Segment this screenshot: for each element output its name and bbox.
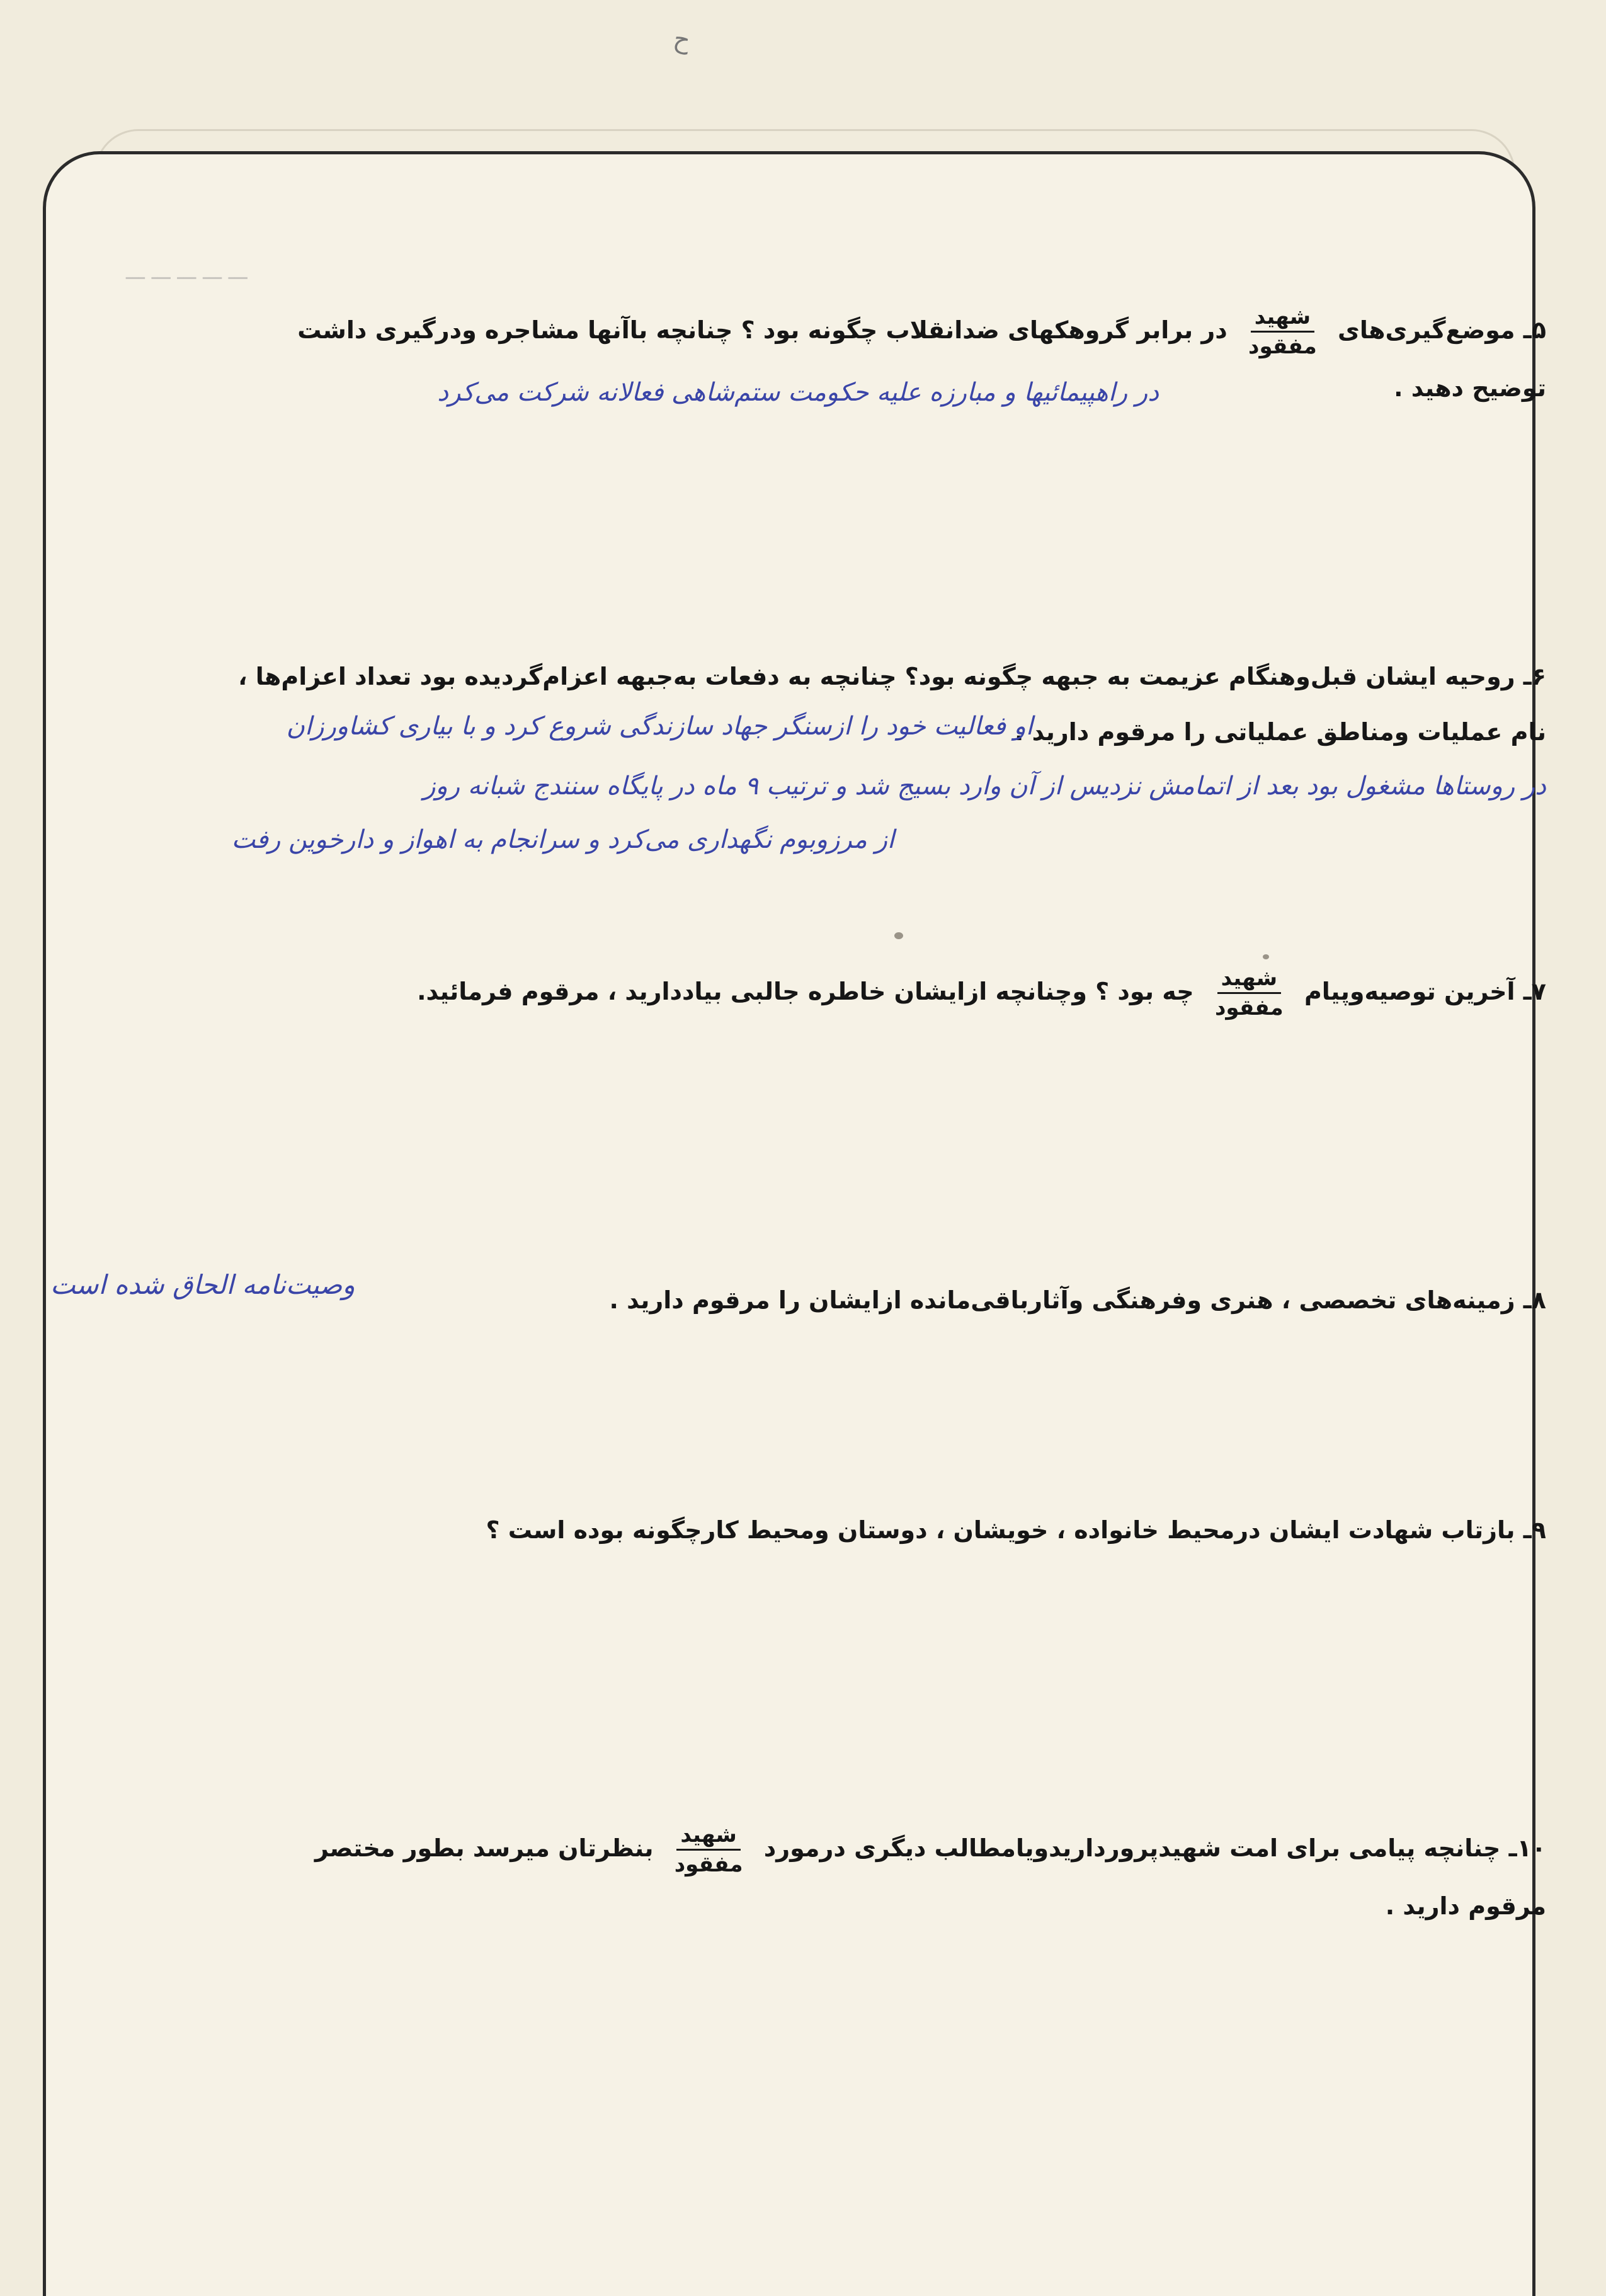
question-8-text: ۸ـ زمینه‌های تخصصی ، هنری وفرهنگی وآثارباقی‌مانده ازایشان را مرقوم دارید . — [609, 1286, 1546, 1314]
faint-bleed-through-text: ـــ ـــ ـــ ـــ ـــ — [126, 260, 248, 285]
martyr-missing-fraction — [1211, 964, 1287, 1022]
question-5-line-2: توضیح دهید . — [1394, 374, 1546, 402]
question-9 — [66, 1502, 1546, 1558]
question-10-text-start: ۱۰ـ چنانچه پیامی برای امت شهیدپرورداریدویامطالب دیگری درمورد — [763, 1834, 1546, 1862]
fraction-missing: مفقود — [1214, 995, 1284, 1020]
question-9-text: ۹ـ بازتاب شهادت ایشان درمحیط خانواده ، خویشان ، دوستان ومحیط کارچگونه بوده است ؟ — [486, 1516, 1546, 1544]
question-5-text-start: ۵ـ موضع‌گیری‌های — [1338, 316, 1546, 344]
question-7 — [66, 964, 1546, 1022]
fraction-missing: مفقود — [674, 1852, 743, 1877]
form-frame — [43, 151, 1535, 2296]
answer-6-handwriting-line-3: از مرزوبوم نگهداری می‌کرد و سرانجام به اهواز و دارخوین رفت — [231, 825, 894, 854]
question-6-line-2: نام عملیات ومناطق عملیاتی را مرقوم دارید . — [1015, 718, 1546, 746]
question-7-text-end: چه بود ؟ وچنانچه ازایشان خاطره جالبی بیاددارید ، مرقوم فرمائید. — [417, 978, 1194, 1005]
question-6 — [66, 649, 1546, 760]
question-7-text-start: ۷ـ آخرین توصیه‌وپیام — [1304, 978, 1546, 1005]
question-8 — [538, 1272, 1546, 1328]
answer-8-handwriting: وصیت‌نامه الحاق شده است — [50, 1269, 355, 1300]
answer-5-handwriting: در راهپیمائیها و مبارزه علیه حکومت ستم‌شاهی فعالانه شرکت می‌کرد — [437, 378, 1159, 407]
fraction-martyr: شهید — [1217, 964, 1281, 994]
answer-6-handwriting-line-1: او فعالیت خود را ازسنگر جهاد سازندگی شروع کرد و با بیاری کشاورزان — [286, 712, 1033, 741]
martyr-missing-fraction — [1244, 303, 1321, 360]
answer-6-handwriting-line-2: در روستاها مشغول بود بعد از اتمامش نزدیس از آن وارد بسیج شد و ترتیب ۹ ماه در پایگاه سنندج شبانه روز — [423, 772, 1546, 801]
martyr-missing-fraction — [671, 1821, 747, 1878]
question-6-line-1: ۶ـ روحیه ایشان قبل‌وهنگام عزیمت به جبهه چگونه بود؟ چنانچه به دفعات به‌جبهه اعزام‌گردیده بود تعداد اعزام‌ها ، — [238, 663, 1546, 690]
header-mark: ح — [671, 23, 693, 56]
ink-speck — [1263, 954, 1269, 959]
question-10-text-end: بنظرتان میرسد بطور مختصر — [314, 1834, 654, 1862]
question-5-text-end: در برابر گروهکهای ضدانقلاب چگونه بود ؟ چنانچه باآنها مشاجره ودرگیری داشت — [297, 316, 1227, 344]
fraction-martyr: شهید — [676, 1821, 740, 1851]
fraction-missing: مفقود — [1248, 334, 1317, 359]
question-10-line-2: مرقوم دارید . — [1385, 1892, 1546, 1920]
question-10 — [66, 1820, 1546, 1934]
ink-speck — [894, 932, 903, 939]
fraction-martyr: شهید — [1251, 303, 1314, 333]
